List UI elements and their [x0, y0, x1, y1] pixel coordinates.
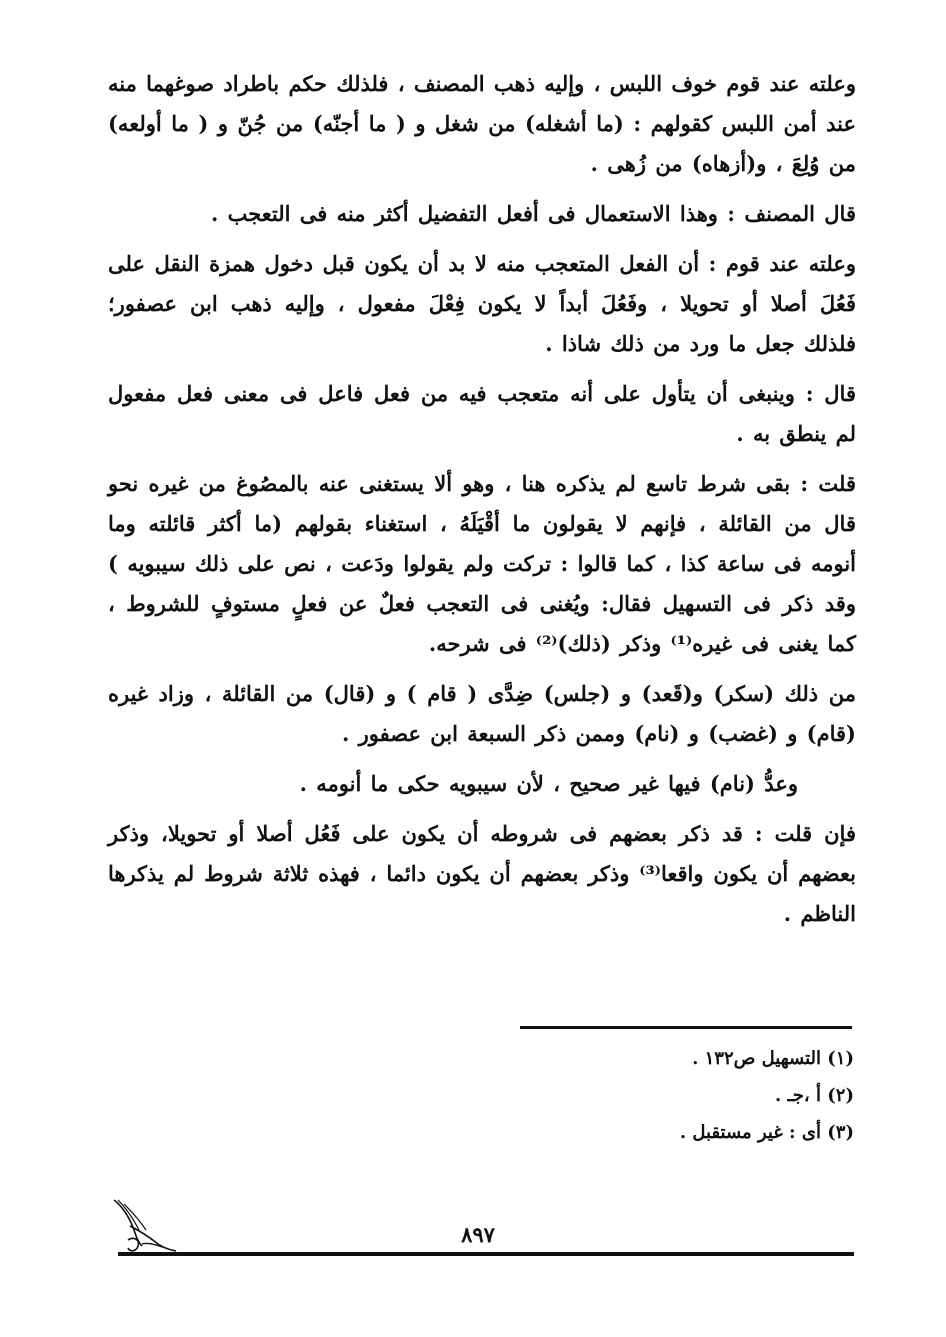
- page-number: ٨٩٧: [461, 1222, 495, 1247]
- paragraph-2: قال المصنف : وهذا الاستعمال فى أفعل التفضيل أكثر منه فى التعجب .: [210, 201, 856, 226]
- footnotes: [434, 1040, 854, 1151]
- main-text: [108, 64, 856, 944]
- footnote-3: (٣) أى : غير مستقبل .: [679, 1122, 854, 1143]
- bottom-rule: [118, 1252, 854, 1256]
- paragraph-1: وعلته عند قوم خوف اللبس ، وإليه ذهب المصنف ، فلذلك حكم باطراد صوغهما منه عند أمن اللبس كقولهم : (ما أشغله) من شغل و ( ما أجنّه) من جُنّ و ( ما أولعه) من وُلِعَ ، و(أزهاه) من زُهى .: [108, 71, 856, 176]
- paragraph-8: فإن قلت : قد ذكر بعضهم فى شروطه أن يكون على فَعُل أصلا أو تحويلا، وذكر بعضهم أن يكون واقعا⁽³⁾ وذكر بعضهم أن يكون دائما ، فهذه ثلاثة شروط لم يذكرها الناظم .: [108, 821, 856, 926]
- quill-ornament-icon: [108, 1196, 178, 1260]
- footnote-separator: [520, 1026, 852, 1029]
- paragraph-7: وعدُّ (نام) فيها غير صحيح ، لأن سيبويه حكى ما أنومه .: [299, 771, 798, 796]
- paragraph-6: من ذلك (سكر) و(قَعد) و (جلس) ضِدَّى ( قام ) و (قال) من القائلة ، وزاد غيره (قام) و (غضب) و (نام) وممن ذكر السبعة ابن عصفور .: [108, 681, 856, 746]
- paragraph-5: قلت : بقى شرط تاسع لم يذكره هنا ، وهو ألا يستغنى عنه بالمصُوغ من غيره نحو قال من القائلة ، فإنهم لا يقولون ما أقْيَلَهُ ، استغناء بقولهم (ما أكثر قائلته وما أنومه فى ساعة كذا ، كما قالوا : تركت ولم يقولوا ودَعت ، نص على ذلك سيبويه ) وقد ذكر فى التسهيل فقال: ويُغنى فى التعجب فعلٌ عن فعلٍ مستوفٍ للشروط ، كما يغنى فى غيره⁽¹⁾ وذكر (ذلك)⁽²⁾ فى شرحه.: [108, 471, 856, 656]
- paragraph-3: وعلته عند قوم : أن الفعل المتعجب منه لا بد أن يكون قبل دخول همزة النقل على فَعُلَ أصلا أو تحويلا ، وفَعُلَ أبداً لا يكون فِعْلَ مفعول ، وإليه ذهب ابن عصفور؛ فلذلك جعل ما ورد من ذلك شاذا .: [108, 251, 856, 356]
- paragraph-4: قال : وينبغى أن يتأول على أنه متعجب فيه من فعل فاعل فى معنى فعل مفعول لم ينطق به .: [108, 381, 856, 446]
- footnote-2: (٢) أ ،جـ .: [775, 1085, 854, 1106]
- footnote-1: (١) التسهيل ص١٣٢ .: [692, 1048, 854, 1069]
